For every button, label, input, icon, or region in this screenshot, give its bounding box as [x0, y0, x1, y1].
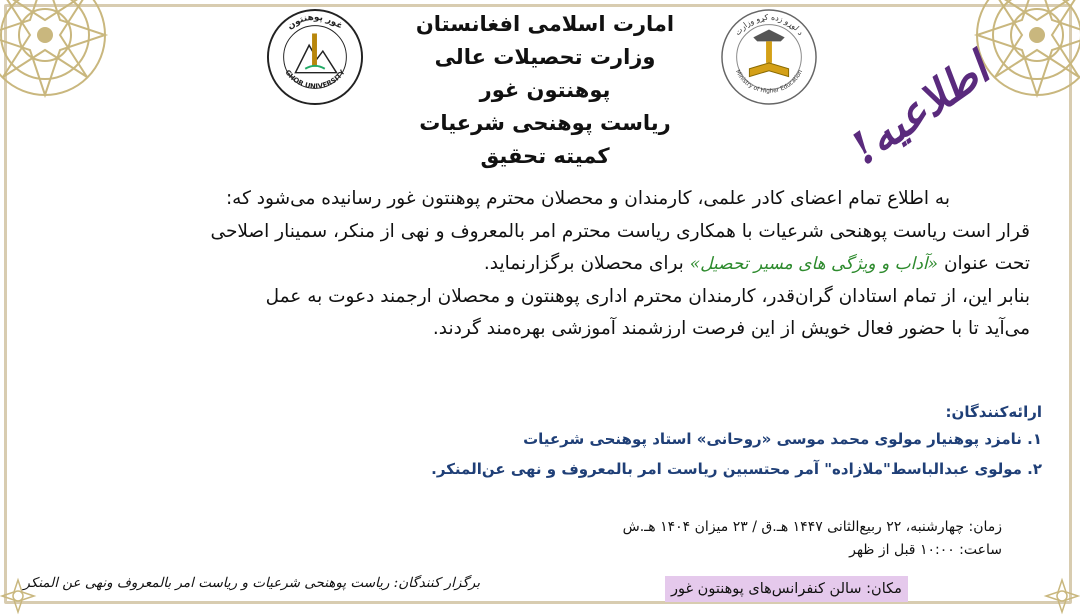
body-line-3 [40, 248, 1030, 281]
header-line-committee: کمیته تحقیق [480, 144, 610, 168]
body-line-5: می‌آید تا با حضور فعال خویش از این فرصت ارزشمند آموزشی بهره‌مند گردند. [432, 318, 1030, 339]
header-line-university: پوهنتون غور [479, 78, 611, 102]
presenters-label: ارائه‌کنندگان: [945, 403, 1042, 421]
institution-header [380, 8, 710, 173]
organizers-line: برگزار کنندگان: ریاست پوهنحی شرعیات و ریاست امر بالمعروف ونهی عن المنکر [23, 575, 480, 591]
header-line-emirate: امارت اسلامی افغانستان [415, 12, 675, 36]
event-date: زمان: چهارشنبه، ۲۲ ربیع‌الثانی ۱۴۴۷ هـ.ق / ۲۳ میزان ۱۴۰۴ هـ.ش [622, 519, 1002, 535]
moe-logo-caption: Ministry of Higher Education [733, 69, 805, 95]
ghor-university-logo [266, 8, 364, 106]
ghor-logo-ring-text: غور پوهنتون [285, 12, 345, 32]
body-line-1: به اطلاع تمام اعضای کادر علمی، کارمندان و محصلان محترم پوهنتون غور رسانیده می‌شود که: [225, 188, 950, 209]
body-line-3-prefix: تحت عنوان [943, 253, 1030, 274]
body-line-2: قرار است ریاست پوهنحی شرعیات با همکاری ریاست محترم امر بالمعروف و نهی از منکر، سمینار اصلاحی [210, 220, 1030, 242]
event-datetime [402, 516, 1002, 562]
ministry-higher-education-logo [720, 8, 818, 106]
event-location: مکان: سالن کنفرانس‌های پوهنتون غور [665, 576, 908, 602]
header-line-ministry: وزارت تحصیلات عالی [434, 45, 656, 69]
ghor-logo-caption: GHOR UNIVERSITY [283, 68, 347, 91]
seminar-title: «آداب و ویژگی های مسیر تحصیل» [689, 254, 939, 274]
announcement-body [40, 183, 1030, 346]
presenters-section [242, 400, 1042, 484]
header-line-faculty: ریاست پوهنحی شرعیات [419, 111, 671, 135]
corner-ornament-bottom-right [1042, 576, 1080, 616]
announcement-stamp: اطلاعیه! [841, 43, 999, 176]
corner-ornament-top-left [0, 0, 120, 110]
moe-logo-ring-text: د لوړو زده کړو وزارت [732, 12, 806, 37]
presenter-item-2: ۲. مولوی عبدالباسط"ملازاده" آمر محتسبین ریاست امر بالمعروف و نهی عن‌المنکر. [431, 460, 1042, 478]
body-line-3-suffix: برای محصلان برگزارنماید. [483, 253, 684, 274]
body-line-4: بنابر این، از تمام استادان گران‌قدر، کارمندان محترم اداری پوهنتون و محصلان ارجمند دعوت به عمل [265, 285, 1030, 307]
presenter-item-1: ۱. نامزد پوهنیار مولوی محمد موسی «روحانی» استاد پوهنحی شرعیات [523, 430, 1042, 448]
event-time: ساعت: ۱۰:۰۰ قبل از ظهر [849, 542, 1002, 558]
